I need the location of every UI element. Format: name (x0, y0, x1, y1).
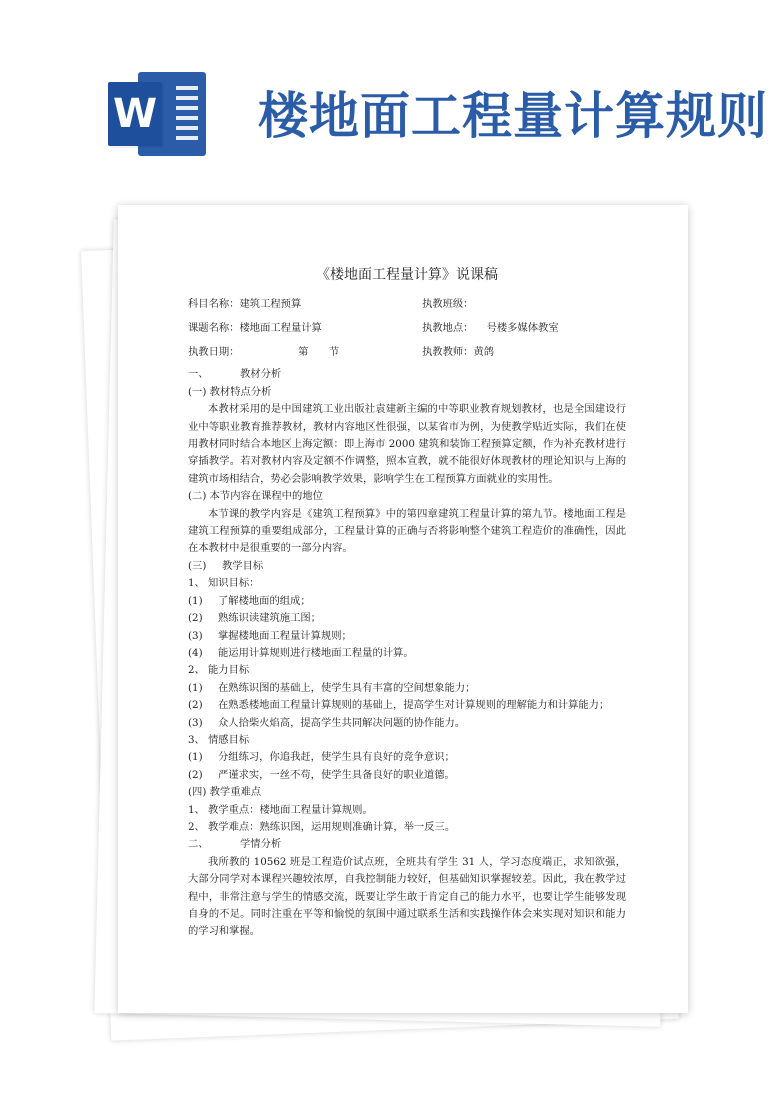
date-field: 执教日期： (188, 346, 240, 359)
paragraph: 我所教的 10562 班是工程造价试点班，全班共有学生 31 人，学习态度端正，求知欲强，大部分同学对本课程兴趣较浓厚，自我控制能力较好，但基础知识掌握较差。因此，我在教学过程中，非常注意与学生的情感交流，既要让学生敢于肯定自己的能力水平，也要让学生能够发现自身的不足。同时注重在平等和愉悦的氛围中通过联系生活和实践操作体会来实现对知识和能力的学习和掌握。 (188, 855, 626, 938)
subsection-title: 教学目标 (222, 559, 264, 572)
info-row (188, 318, 626, 342)
subject-field: 科目名称：建筑工程预算 (188, 298, 302, 311)
word-icon-badge (108, 82, 162, 146)
list-item: (3) 掌握楼地面工程量计算规则； (188, 629, 352, 642)
list-item: (4) 能运用计算规则进行楼地面工程量的计算。 (188, 646, 414, 659)
document-body (188, 267, 626, 941)
paragraph: 本节课的教学内容是《建筑工程预算》中的第四章建筑工程量计算的第九节。楼地面工程是建筑工程预算的重要组成部分，工程量计算的正确与否将影响整个建筑工程造价的准确性，因此在本教材中是很重要的一部分内容。 (188, 507, 626, 555)
document-page (118, 205, 688, 1013)
list-item: (2) 严谨求实，一丝不苟，使学生具备良好的职业道德。 (188, 768, 455, 781)
list-item: 2、 教学难点：熟练识图，运用规则准确计算，举一反三。 (188, 820, 456, 833)
section-number: 二、 (188, 838, 209, 851)
list-item: (1) 分组练习，你追我赶，使学生具有良好的竞争意识； (188, 751, 455, 764)
place-value: 号楼多媒体教室 (486, 322, 559, 335)
subsection-heading: (一) 教材特点分析 (188, 385, 272, 398)
class-field: 执教班级： (422, 298, 474, 311)
place-field (422, 318, 559, 338)
list-item: (3) 众人拾柴火焰高，提高学生共同解决问题的协作能力。 (188, 716, 466, 729)
list-item: (1) 了解楼地面的组成； (188, 594, 311, 607)
list-item: (2) 在熟悉楼地面工程量计算规则的基础上，提高学生对计算规则的理解能力和计算能力； (188, 699, 610, 712)
word-document-icon (108, 68, 208, 160)
goal-heading: 2、 能力目标 (188, 664, 250, 677)
document-title: 《楼地面工程量计算》说课稿 (316, 267, 498, 283)
list-item: 1、 教学重点：楼地面工程量计算规则。 (188, 803, 373, 816)
page-title: 楼地面工程量计算规则 (258, 87, 768, 145)
section-title: 学情分析 (240, 838, 282, 851)
place-label: 执教地点： (422, 322, 474, 335)
goal-heading: 3、 情感目标 (188, 733, 250, 746)
section-field: 第 节 (298, 346, 340, 359)
goal-heading: 1、 知识目标： (188, 577, 260, 590)
info-row (188, 294, 626, 318)
section-number: 一、 (188, 368, 209, 381)
paragraph: 本教材采用的是中国建筑工业出版社袁建新主编的中等职业教育规划教材，也是全国建设行业中等职业教育推荐教材，教材内容地区性很强，以某省市为例，为使教学贴近实际，我们在使用教材同时结合本地区上海定额：即上海市 2000 建筑和装饰工程预算定额，作为补充教材进行穿插教学。若对教材内容及定额不作调整，照本宣教，就不能很好体现教材的理论知识与上海的建筑市场相结合，势必会影响教学效果，影响学生在工程预算方面就业的实用性。 (188, 403, 626, 485)
info-row (188, 342, 626, 366)
header-banner (0, 0, 780, 200)
list-item: (1) 在熟练识图的基础上，使学生具有丰富的空间想象能力； (188, 681, 476, 694)
section-heading (188, 366, 626, 383)
subsection-heading: (四) 教学重难点 (188, 786, 262, 799)
subsection-heading: (二) 本节内容在课程中的地位 (188, 490, 323, 503)
subsection-number: (三) (188, 559, 207, 572)
teacher-field: 执教教师：黄鸽 (422, 346, 495, 359)
section-heading (188, 836, 626, 853)
topic-field: 课题名称：楼地面工程量计算 (188, 322, 322, 335)
list-item: (2) 熟练识读建筑施工图； (188, 612, 321, 625)
word-icon-letter: W (112, 91, 158, 137)
subsection-heading (188, 558, 626, 575)
section-title: 教材分析 (240, 368, 282, 381)
